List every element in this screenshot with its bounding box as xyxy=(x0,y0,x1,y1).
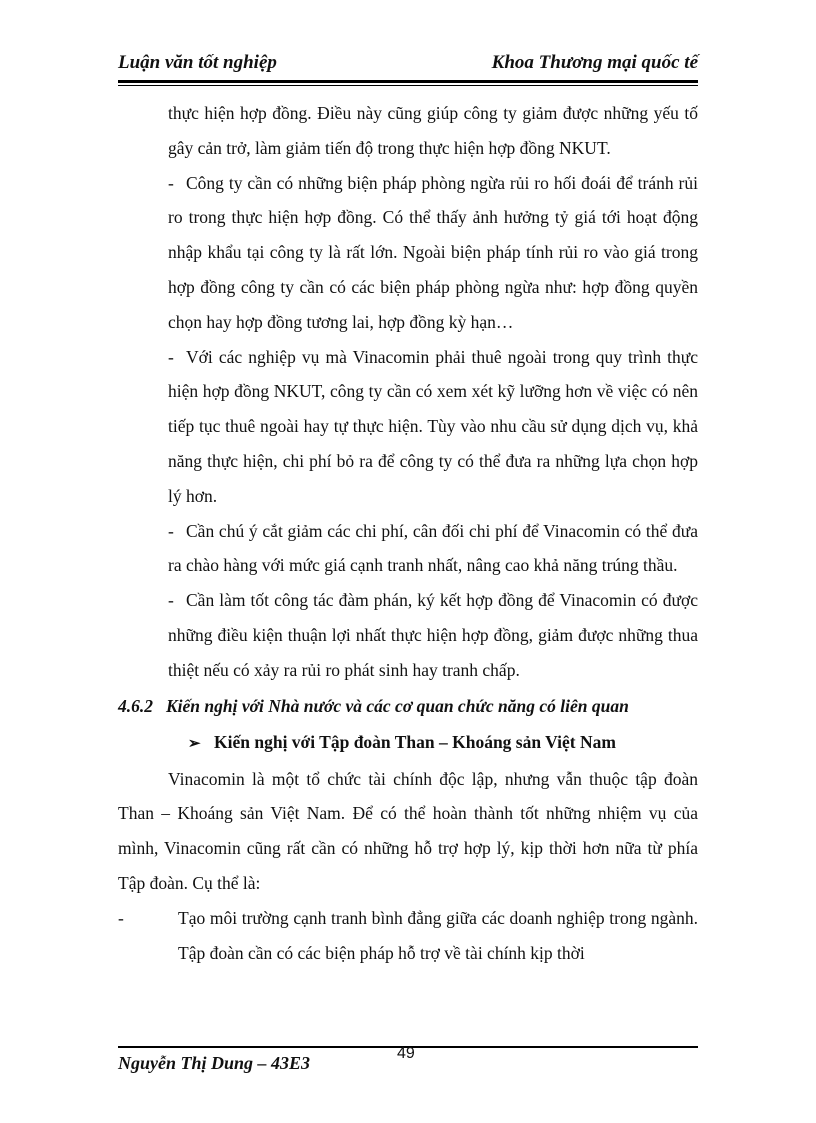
bullet-item xyxy=(118,901,698,971)
paragraph: thực hiện hợp đồng. Điều này cũng giúp công ty giảm được những yếu tố gây cản trở, làm giảm tiến độ trong thực hiện hợp đồng NKUT. xyxy=(168,103,698,158)
bullet-text: Với các nghiệp vụ mà Vinacomin phải thuê ngoài trong quy trình thực hiện hợp đồng NKUT, công ty cần có xem xét kỹ lưỡng hơn về việc có nên tiếp tục thuê ngoài hay tự thực hiện. Tùy vào nhu cầu sử dụng dịch vụ, khả năng thực hiện, chi phí bỏ ra để công ty có thể đưa ra những lựa chọn hợp lý hơn. xyxy=(168,346,698,506)
page-body xyxy=(118,96,698,970)
bullet-marker: - xyxy=(168,590,174,611)
faculty-name: Khoa Thương mại quốc tế xyxy=(491,52,698,73)
page-footer xyxy=(118,1045,698,1079)
bullet-marker: - xyxy=(168,520,174,541)
bullet-text: Tạo môi trường cạnh tranh bình đẳng giữa các doanh nghiệp trong ngành. Tập đoàn cần có các biện pháp hỗ trợ về tài chính kịp thời xyxy=(178,907,698,963)
bullet-item xyxy=(118,340,698,514)
header-rule-thin xyxy=(118,85,698,86)
bullet-marker: - xyxy=(118,907,124,928)
bullet-text: Công ty cần có những biện pháp phòng ngừa rủi ro hối đoái để tránh rủi ro trong thực hiện hợp đồng. Có thể thấy ảnh hưởng tỷ giá tới hoạt động nhập khẩu tại công ty là rất lớn. Ngoài biện pháp tính rủi ro vào giá trong hợp đồng công ty cần có các biện pháp phòng ngừa như: hợp đồng quyền chọn hay hợp đồng tương lai, hợp đồng kỳ hạn… xyxy=(168,172,698,332)
subheading-text: Kiến nghị với Tập đoàn Than – Khoáng sản Việt Nam xyxy=(214,731,616,752)
page-number: 49 xyxy=(397,1045,415,1062)
section-heading xyxy=(118,688,698,724)
bullet-text: Cần chú ý cắt giảm các chi phí, cân đối chi phí để Vinacomin có thể đưa ra chào hàng với mức giá cạnh tranh nhất, nâng cao khả năng trúng thầu. xyxy=(168,520,698,576)
section-number: 4.6.2 xyxy=(118,695,153,716)
subheading xyxy=(118,724,698,762)
bullet-item xyxy=(118,583,698,687)
bullet-item xyxy=(118,166,698,340)
section-title: Kiến nghị với Nhà nước và các cơ quan chức năng có liên quan xyxy=(166,695,629,716)
paragraph: Vinacomin là một tổ chức tài chính độc lập, nhưng vẫn thuộc tập đoàn Than – Khoáng sản Việt Nam. Để có thể hoàn thành tốt những nhiệm vụ của mình, Vinacomin cũng rất cần có những hỗ trợ hợp lý, kịp thời hơn nữa từ phía Tập đoàn. Cụ thể là: xyxy=(118,768,698,893)
bullet-text: Cần làm tốt công tác đàm phán, ký kết hợp đồng để Vinacomin có được những điều kiện thuận lợi nhất thực hiện hợp đồng, giảm được những thua thiệt nếu có xảy ra rủi ro phát sinh hay tranh chấp. xyxy=(168,590,698,680)
bullet-marker: - xyxy=(168,346,174,367)
bullet-item xyxy=(118,514,698,584)
page-header xyxy=(118,52,698,78)
thesis-title: Luận văn tốt nghiệp xyxy=(118,52,277,73)
bullet-marker: - xyxy=(168,172,174,193)
arrow-bullet-icon: ➢ xyxy=(188,735,201,752)
header-rule xyxy=(118,80,698,83)
author-name: Nguyễn Thị Dung – 43E3 xyxy=(118,1053,311,1073)
